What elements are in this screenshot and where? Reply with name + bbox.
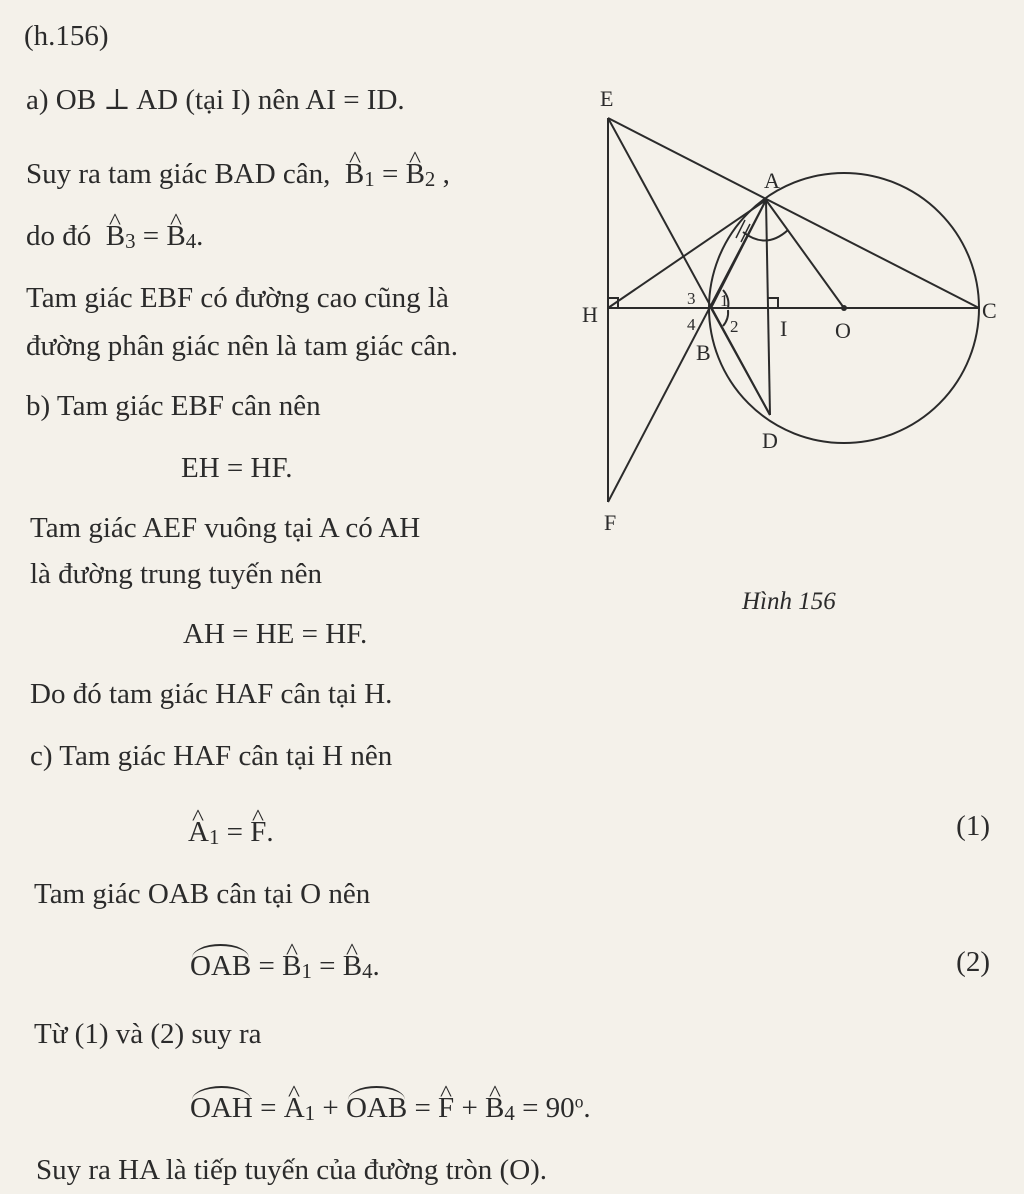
label-f: F [604,510,617,535]
equation-number-1: (1) [956,810,990,842]
problem-reference: (h.156) [24,20,109,52]
part-c-line-1: c) Tam giác HAF cân tại H nên [30,740,393,772]
part-c-equation-1: ^ $A_1$ = ^ F. [188,818,274,847]
part-a-line-3: do đó ^ $B_3$ = ^ $B_4$. [26,222,203,251]
part-a-line-4: Tam giác EBF có đường cao cũng là [26,282,449,314]
part-c-equation-3: OAH = ^ $A_1$ + OAB = ^ F + ^ $B_4 = 90^o$. [190,1094,591,1123]
label-h: H [582,302,598,327]
label-a: A [764,168,780,193]
part-a-line-5: đường phân giác nên là tam giác cân. [26,330,459,362]
part-b-line-3: là đường trung tuyến nên [30,558,322,590]
part-b-line-4: Do đó tam giác HAF cân tại H. [30,678,393,710]
part-c-conclusion: Suy ra HA là tiếp tuyến của đường tròn (O). [36,1154,548,1186]
part-a-line-2: Suy ra tam giác BAD cân, ^ $B_1$ = ^ $B_2$ , [26,160,450,189]
figure-caption: Hình 156 [742,588,836,615]
angle-number-4: 4 [687,315,696,334]
angle-equality-b1-b2: ^ $B_1$ = ^ $B_2$ , [338,158,450,190]
label-e: E [600,86,614,111]
part-b-line-2: Tam giác AEF vuông tại A có AH [30,512,421,544]
label-c: C [982,298,997,323]
label-i: I [780,316,788,341]
angle-number-3: 3 [687,289,696,308]
segment-ao [766,200,844,308]
equation-number-2: (2) [956,946,990,978]
right-angle-i [768,298,778,308]
label-b: B [696,340,711,365]
segment-ec [608,118,979,308]
angle-equality-b3-b4: ^ $B_3$ = ^ $B_4$. [99,220,204,252]
part-c-line-3: Từ (1) và (2) suy ra [34,1018,262,1050]
geometry-figure [570,70,1010,550]
label-o: O [835,318,851,343]
part-a-line-1: a) OB ⊥ AD (tại I) nên AI = ID. [26,84,405,116]
center-point-o [841,305,847,311]
part-b-line-1: b) Tam giác EBF cân nên [26,390,321,422]
angle-number-2: 2 [730,317,739,336]
part-b-equation-1: EH = HF. [181,452,293,484]
part-c-line-2: Tam giác OAB cân tại O nên [34,878,371,910]
label-d: D [762,428,778,453]
angle-number-1: 1 [720,291,729,310]
angle-arc-b2 [723,310,728,326]
part-c-equation-2: OAB = ^ $B_1$ = ^ $B_4$. [190,952,380,981]
part-b-equation-2: AH = HE = HF. [183,618,368,650]
